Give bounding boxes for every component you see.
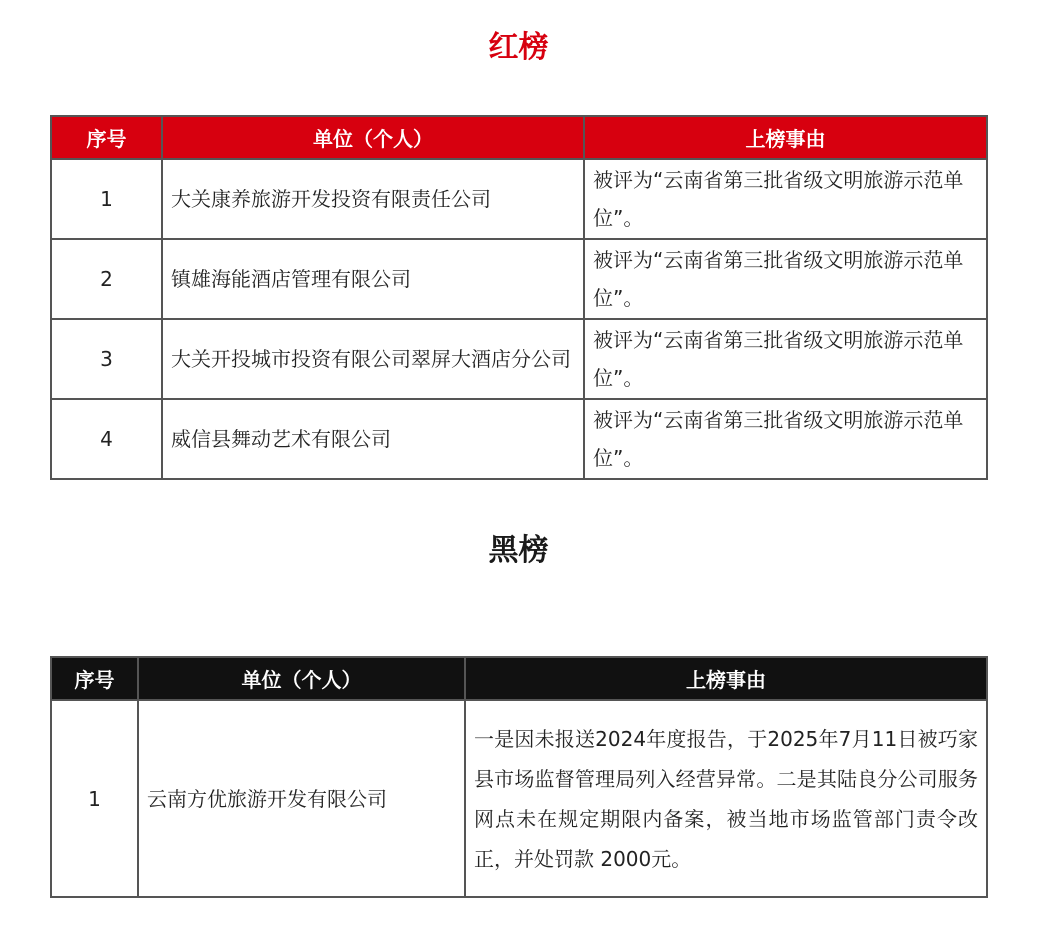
row-reason: 被评为“云南省第三批省级文明旅游示范单位”。: [584, 239, 987, 319]
row-reason: 被评为“云南省第三批省级文明旅游示范单位”。: [584, 159, 987, 239]
table-header-row: [51, 116, 987, 159]
row-number: 1: [51, 159, 162, 239]
table-row: [51, 700, 987, 897]
table-header-row: [51, 657, 987, 700]
column-header-unit: 单位（个人）: [138, 657, 465, 700]
column-header-number: 序号: [51, 657, 138, 700]
table-row: [51, 159, 987, 239]
row-number: 4: [51, 399, 162, 479]
row-number: 1: [51, 700, 138, 897]
black-list-table: [50, 656, 988, 898]
black-list-title: 黑榜: [488, 533, 549, 568]
row-unit: 大关开投城市投资有限公司翠屏大酒店分公司: [162, 319, 584, 399]
table-row: [51, 239, 987, 319]
column-header-unit: 单位（个人）: [162, 116, 584, 159]
table-row: [51, 399, 987, 479]
row-reason: 被评为“云南省第三批省级文明旅游示范单位”。: [584, 399, 987, 479]
row-reason: 被评为“云南省第三批省级文明旅游示范单位”。: [584, 319, 987, 399]
red-list-title: 红榜: [488, 30, 549, 65]
column-header-reason: 上榜事由: [465, 657, 987, 700]
red-list-table: [50, 115, 988, 480]
row-unit: 镇雄海能酒店管理有限公司: [162, 239, 584, 319]
row-reason: 一是因未报送2024年度报告，于2025年7月11日被巧家县市场监督管理局列入经营异常。二是其陆良分公司服务网点未在规定期限内备案，被当地市场监管部门责令改正，并处罚款 2000元。: [465, 700, 987, 897]
row-number: 2: [51, 239, 162, 319]
row-unit: 威信县舞动艺术有限公司: [162, 399, 584, 479]
row-number: 3: [51, 319, 162, 399]
row-unit: 云南方优旅游开发有限公司: [138, 700, 465, 897]
row-unit: 大关康养旅游开发投资有限责任公司: [162, 159, 584, 239]
column-header-reason: 上榜事由: [584, 116, 987, 159]
table-row: [51, 319, 987, 399]
column-header-number: 序号: [51, 116, 162, 159]
